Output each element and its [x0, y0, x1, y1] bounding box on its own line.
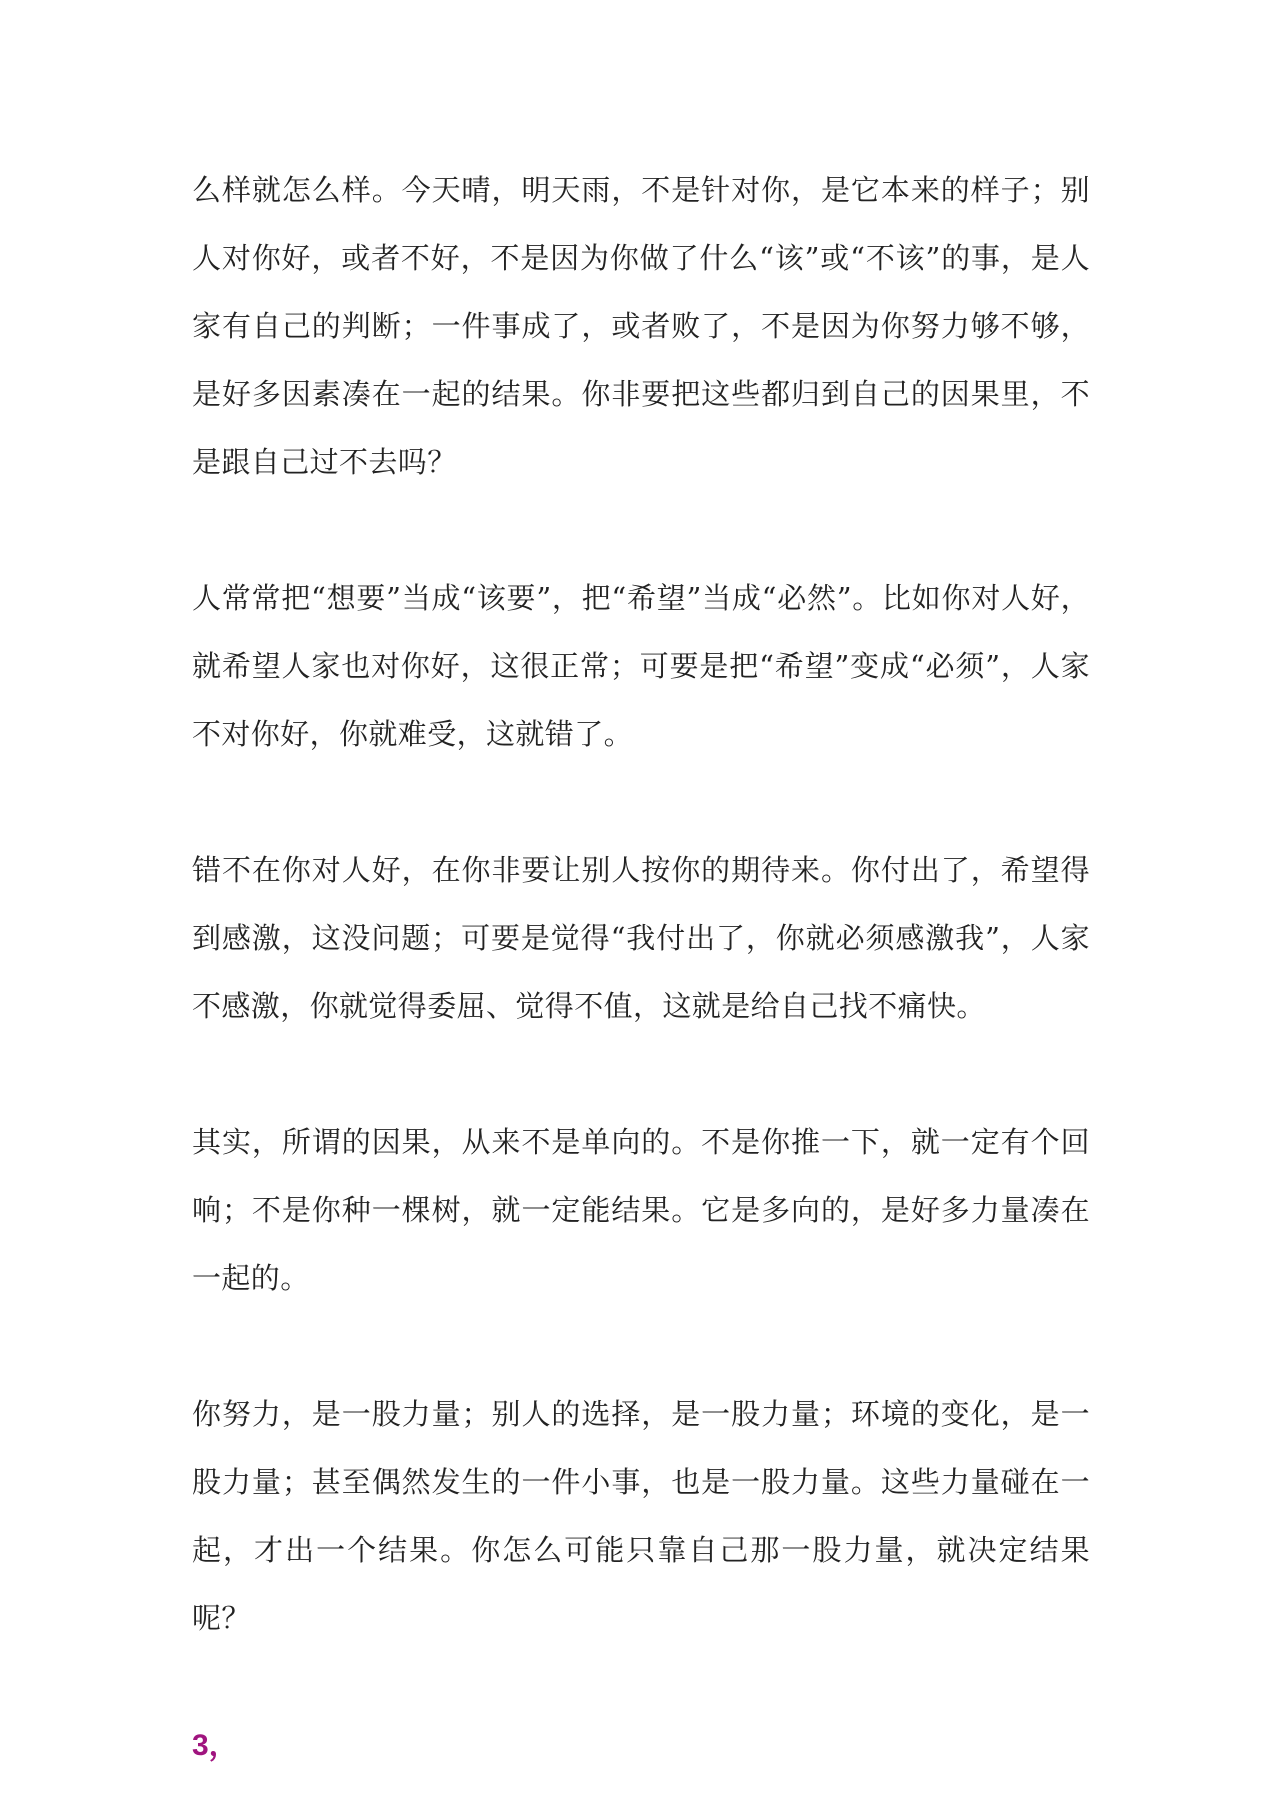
paragraph-2: 人常常把“想要”当成“该要”，把“希望”当成“必然”。比如你对人好，就希望人家也对你好，这很正常；可要是把“希望”变成“必须”，人家不对你好，你就难受，这就错了。: [192, 581, 1090, 751]
section-number-heading: 3，: [192, 1729, 239, 1762]
paragraph-1: 么样就怎么样。今天晴，明天雨，不是针对你，是它本来的样子；别人对你好，或者不好，不是因为你做了什么“该”或“不该”的事，是人家有自己的判断；一件事成了，或者败了，不是因为你努力够不够，是好多因素凑在一起的结果。你非要把这些都归到自己的因果里，不是跟自己过不去吗？: [192, 173, 1090, 479]
paragraph-3: 错不在你对人好，在你非要让别人按你的期待来。你付出了，希望得到感激，这没问题；可要是觉得“我付出了，你就必须感激我”，人家不感激，你就觉得委屈、觉得不值，这就是给自己找不痛快。: [192, 853, 1090, 1023]
document-body: [192, 156, 1090, 1776]
paragraph-5: 你努力，是一股力量；别人的选择，是一股力量；环境的变化，是一股力量；甚至偶然发生的一件小事，也是一股力量。这些力量碰在一起，才出一个结果。你怎么可能只靠自己那一股力量，就决定结果呢？: [192, 1397, 1090, 1635]
paragraph-4: 其实，所谓的因果，从来不是单向的。不是你推一下，就一定有个回响；不是你种一棵树，就一定能结果。它是多向的，是好多力量凑在一起的。: [192, 1125, 1090, 1295]
